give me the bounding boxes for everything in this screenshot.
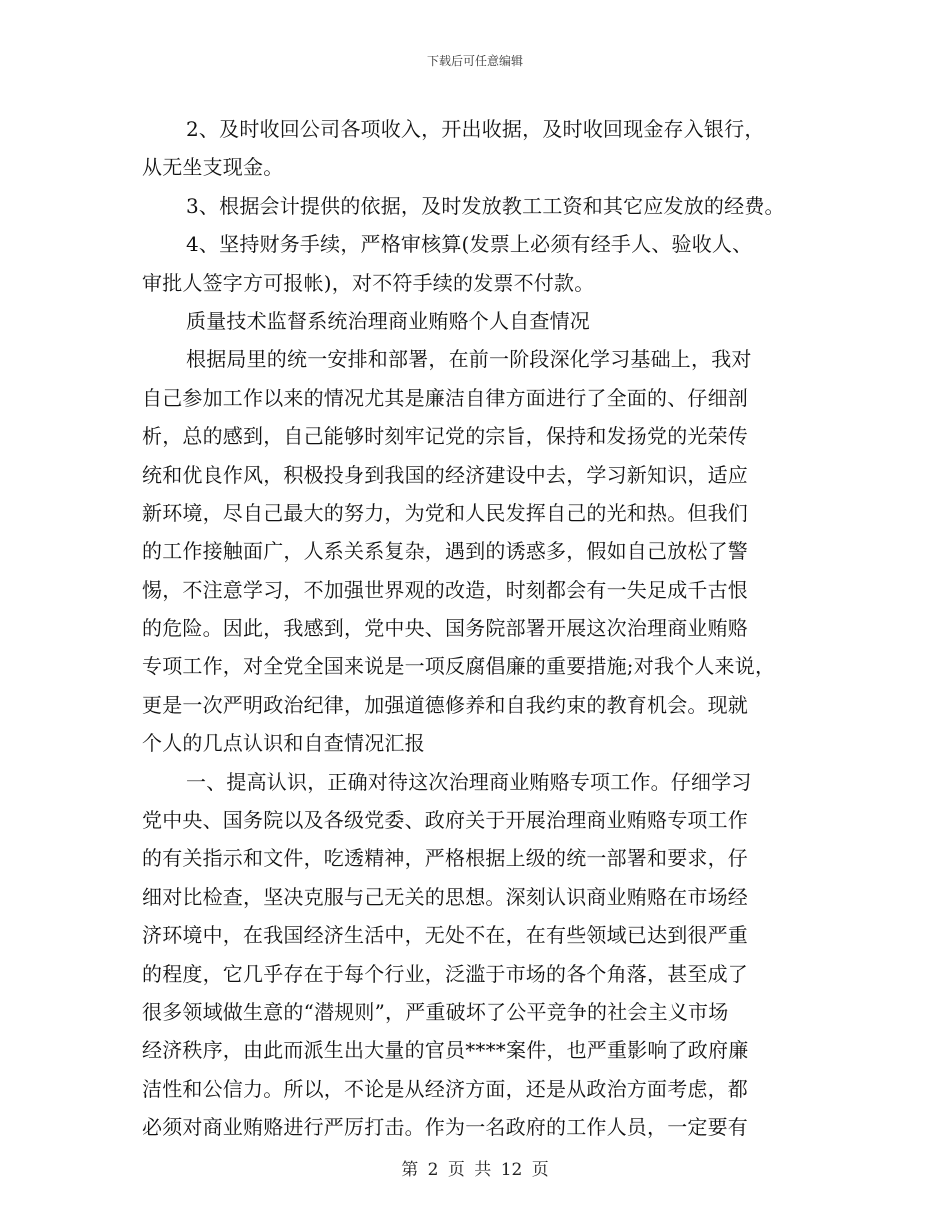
text-line: 更是一次严明政治纪律，加强道德修养和自我约束的教育机会。现就 (142, 692, 748, 717)
text-line: 必须对商业贿赂进行严厉打击。作为一名政府的工作人员，一定要有 (142, 1115, 748, 1140)
text-line: 的工作接触面广，人系关系复杂，遇到的诱惑多，假如自己放松了警 (142, 539, 748, 564)
text-line: 新环境，尽自己最大的努力，为党和人民发挥自己的光和热。但我们 (142, 500, 748, 525)
text-line: 的程度，它几乎存在于每个行业，泛滥于市场的各个角落，甚至成了 (142, 961, 748, 986)
text-line: 根据局里的统一安排和部署，在前一阶段深化学习基础上，我对 (186, 347, 752, 372)
document-body (142, 110, 822, 1147)
text-line: 惕，不注意学习，不加强世界观的改造，时刻都会有一失足成千古恨 (142, 577, 748, 602)
text-line: 析，总的感到，自己能够时刻牢记党的宗旨，保持和发扬党的光荣传 (142, 424, 748, 449)
text-line: 经济秩序，由此而派生出大量的官员****案件，也严重影响了政府廉 (142, 1038, 749, 1063)
text-line: 党中央、国务院以及各级党委、政府关于开展治理商业贿赂专项工作 (142, 808, 748, 833)
page-header: 下载后可任意编辑 (426, 54, 523, 68)
text-line: 个人的几点认识和自查情况汇报 (142, 731, 425, 756)
text-line: 自己参加工作以来的情况尤其是廉洁自律方面进行了全面的、仔细剖 (142, 385, 748, 410)
text-line: 4、坚持财务手续，严格审核算(发票上必须有经手人、验收人、 (186, 232, 753, 257)
section-title: 质量技术监督系统治理商业贿赂个人自查情况 (186, 308, 590, 333)
text-line: 从无坐支现金。 (142, 155, 284, 180)
text-line: 专项工作，对全党全国来说是一项反腐倡廉的重要措施;对我个人来说， (142, 654, 776, 679)
text-line: 的危险。因此，我感到，党中央、国务院部署开展这次治理商业贿赂 (142, 616, 748, 641)
text-line: 洁性和公信力。所以，不论是从经济方面，还是从政治方面考虑，都 (142, 1076, 748, 1101)
text-line: 的有关指示和文件，吃透精神，严格根据上级的统一部署和要求，仔 (142, 846, 748, 871)
text-line: 细对比检查，坚决克服与己无关的思想。深刻认识商业贿赂在市场经 (142, 884, 748, 909)
text-line: 审批人签字方可报帐)，对不符手续的发票不付款。 (142, 270, 595, 295)
text-line: 3、根据会计提供的依据，及时发放教工工资和其它应发放的经费。 (186, 193, 785, 218)
text-line: 一、提高认识，正确对待这次治理商业贿赂专项工作。仔细学习 (186, 769, 752, 794)
text-line: 2、及时收回公司各项收入，开出收据，及时收回现金存入银行， (186, 117, 765, 141)
page-footer: 第 2 页 共 12 页 (401, 1160, 549, 1180)
text-line: 济环境中，在我国经济生活中，无处不在，在有些领域已达到很严重 (142, 923, 748, 948)
text-line: 统和优良作风，积极投身到我国的经济建设中去，学习新知识，适应 (142, 462, 748, 487)
text-line: 很多领域做生意的“潜规则”，严重破坏了公平竞争的社会主义市场 (142, 999, 729, 1024)
